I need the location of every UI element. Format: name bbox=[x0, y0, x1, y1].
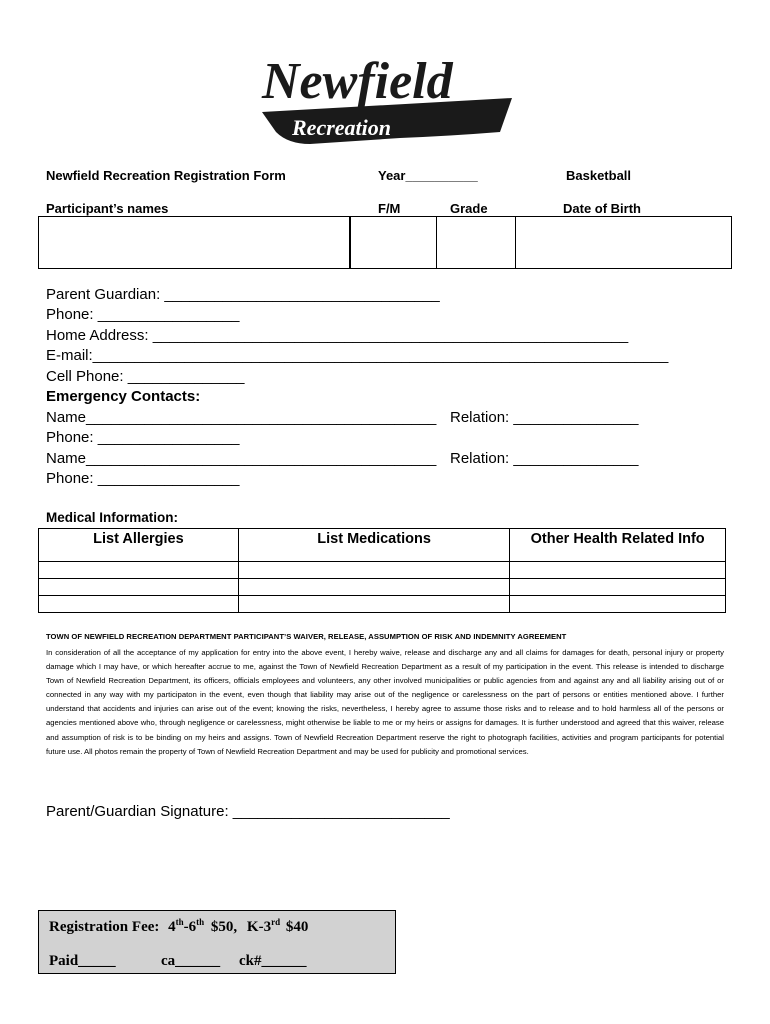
emergency-name-field-1[interactable]: Name__________________________________________ bbox=[46, 409, 437, 426]
fee-line bbox=[49, 917, 308, 936]
cell-phone-field[interactable]: Cell Phone: ______________ bbox=[46, 368, 245, 385]
sport-label: Basketball bbox=[566, 168, 632, 183]
phone-field[interactable]: Phone: _________________ bbox=[46, 306, 240, 323]
grade-cell[interactable] bbox=[436, 216, 516, 269]
allergies-cell[interactable] bbox=[39, 579, 239, 596]
fee-grade-a-start: 4 bbox=[168, 919, 176, 935]
registration-fee-box bbox=[38, 910, 396, 974]
other-health-info-cell[interactable] bbox=[510, 596, 726, 613]
grade-header: Grade bbox=[450, 201, 488, 216]
cash-field[interactable]: ca______ bbox=[161, 953, 221, 969]
medical-row bbox=[39, 596, 726, 613]
fee-grade-a-price: $50, bbox=[210, 919, 238, 935]
dob-header: Date of Birth bbox=[563, 201, 641, 216]
allergies-cell[interactable] bbox=[39, 562, 239, 579]
other-health-info-header: Other Health Related Info bbox=[510, 529, 726, 562]
fee-grade-b-price: $40 bbox=[285, 919, 309, 935]
parent-guardian-field[interactable]: Parent Guardian: _________________________________ bbox=[46, 286, 440, 303]
medications-header: List Medications bbox=[238, 529, 509, 562]
emergency-contacts-heading: Emergency Contacts: bbox=[46, 388, 201, 405]
fee-grade-a-end-sup: th bbox=[196, 917, 205, 927]
medications-cell[interactable] bbox=[238, 579, 509, 596]
fm-cell[interactable] bbox=[350, 216, 437, 269]
registration-fee-label: Registration Fee: bbox=[49, 919, 160, 935]
medical-row bbox=[39, 579, 726, 596]
medical-table bbox=[38, 528, 726, 613]
home-address-field[interactable]: Home Address: _________________________________________________________ bbox=[46, 327, 629, 344]
year-field[interactable]: Year__________ bbox=[378, 168, 478, 183]
medical-row bbox=[39, 562, 726, 579]
dob-cell[interactable] bbox=[515, 216, 732, 269]
logo-newfield-text: Newfield bbox=[262, 53, 453, 110]
waiver-body: In consideration of all the acceptance of my application for entry into the above event, I hereby waive, release and discharge any and all claims for damages for death, personal injury or property damage which I may have, or which hereafter accrue to me, against the Town of Newfield Recreation Department as a result of my participation in the event. This release is intended to discharge Town of Newfield Recreation Department, its officers, officials employees and volunteers, any other involved municipalities or public agencies from and against any and all liability arising out of or connected in any way with my participaton in the event, even though that liability may arise out of the negligence or carelessness on the part of persons or entities mentioned above. I further understand that accidents and injuries can arise out of the event; knowing the risks, nevertheless, I hereby agree to assume those risks and to release and to hold harmless all of the persons or agencies mentioned above who, through negligence or carelessness, might otherwise be liable to me or my heirs or assigns for damages. It is further understood and agreed that this waiver, release and assumption of risk is to be binding on my heirs and assigns. Town of Newfield Recreation Department reserve the right to photograph facilities, activities and program participants for potential future use. All photos remain the property of Town of Newfield Recreation Department and may be used for publicity and promotional services. bbox=[46, 648, 724, 756]
participant-names-header: Participant’s names bbox=[46, 201, 169, 216]
fee-grade-b bbox=[247, 919, 280, 935]
fee-grade-a-sep: -6 bbox=[183, 919, 197, 935]
email-field[interactable]: E-mail:_____________________________________________________________________ bbox=[46, 347, 669, 364]
participant-names-cell[interactable] bbox=[38, 216, 350, 269]
fee-grade-a-start-sup: th bbox=[175, 917, 184, 927]
fm-header: F/M bbox=[378, 201, 401, 216]
fee-grade-b-text: K-3 bbox=[246, 919, 272, 935]
emergency-name-field-2[interactable]: Name__________________________________________ bbox=[46, 450, 437, 467]
paid-field[interactable]: Paid_____ bbox=[49, 953, 116, 969]
medical-header-row bbox=[39, 529, 726, 562]
fee-grade-a bbox=[168, 919, 204, 935]
medications-cell[interactable] bbox=[238, 562, 509, 579]
other-health-info-cell[interactable] bbox=[510, 562, 726, 579]
logo-graphic bbox=[250, 40, 520, 160]
form-title: Newfield Recreation Registration Form bbox=[46, 168, 286, 183]
medical-information-heading: Medical Information: bbox=[46, 510, 179, 525]
allergies-cell[interactable] bbox=[39, 596, 239, 613]
other-health-info-cell[interactable] bbox=[510, 579, 726, 596]
emergency-phone-field-2[interactable]: Phone: _________________ bbox=[46, 470, 240, 487]
logo-recreation-text: Recreation bbox=[292, 115, 391, 140]
emergency-relation-field-2[interactable]: Relation: _______________ bbox=[450, 450, 639, 467]
parent-guardian-signature-field[interactable]: Parent/Guardian Signature: __________________________ bbox=[46, 803, 450, 820]
check-number-field[interactable]: ck#______ bbox=[239, 953, 307, 969]
waiver-title: TOWN OF NEWFIELD RECREATION DEPARTMENT PARTICIPANT’S WAIVER, RELEASE, ASSUMPTION OF RISK AND INDEMNITY AGREEMENT bbox=[46, 632, 567, 641]
newfield-recreation-logo bbox=[250, 40, 520, 160]
allergies-header: List Allergies bbox=[39, 529, 239, 562]
fee-grade-b-sup: rd bbox=[271, 917, 281, 927]
emergency-phone-field-1[interactable]: Phone: _________________ bbox=[46, 429, 240, 446]
emergency-relation-field-1[interactable]: Relation: _______________ bbox=[450, 409, 639, 426]
medications-cell[interactable] bbox=[238, 596, 509, 613]
